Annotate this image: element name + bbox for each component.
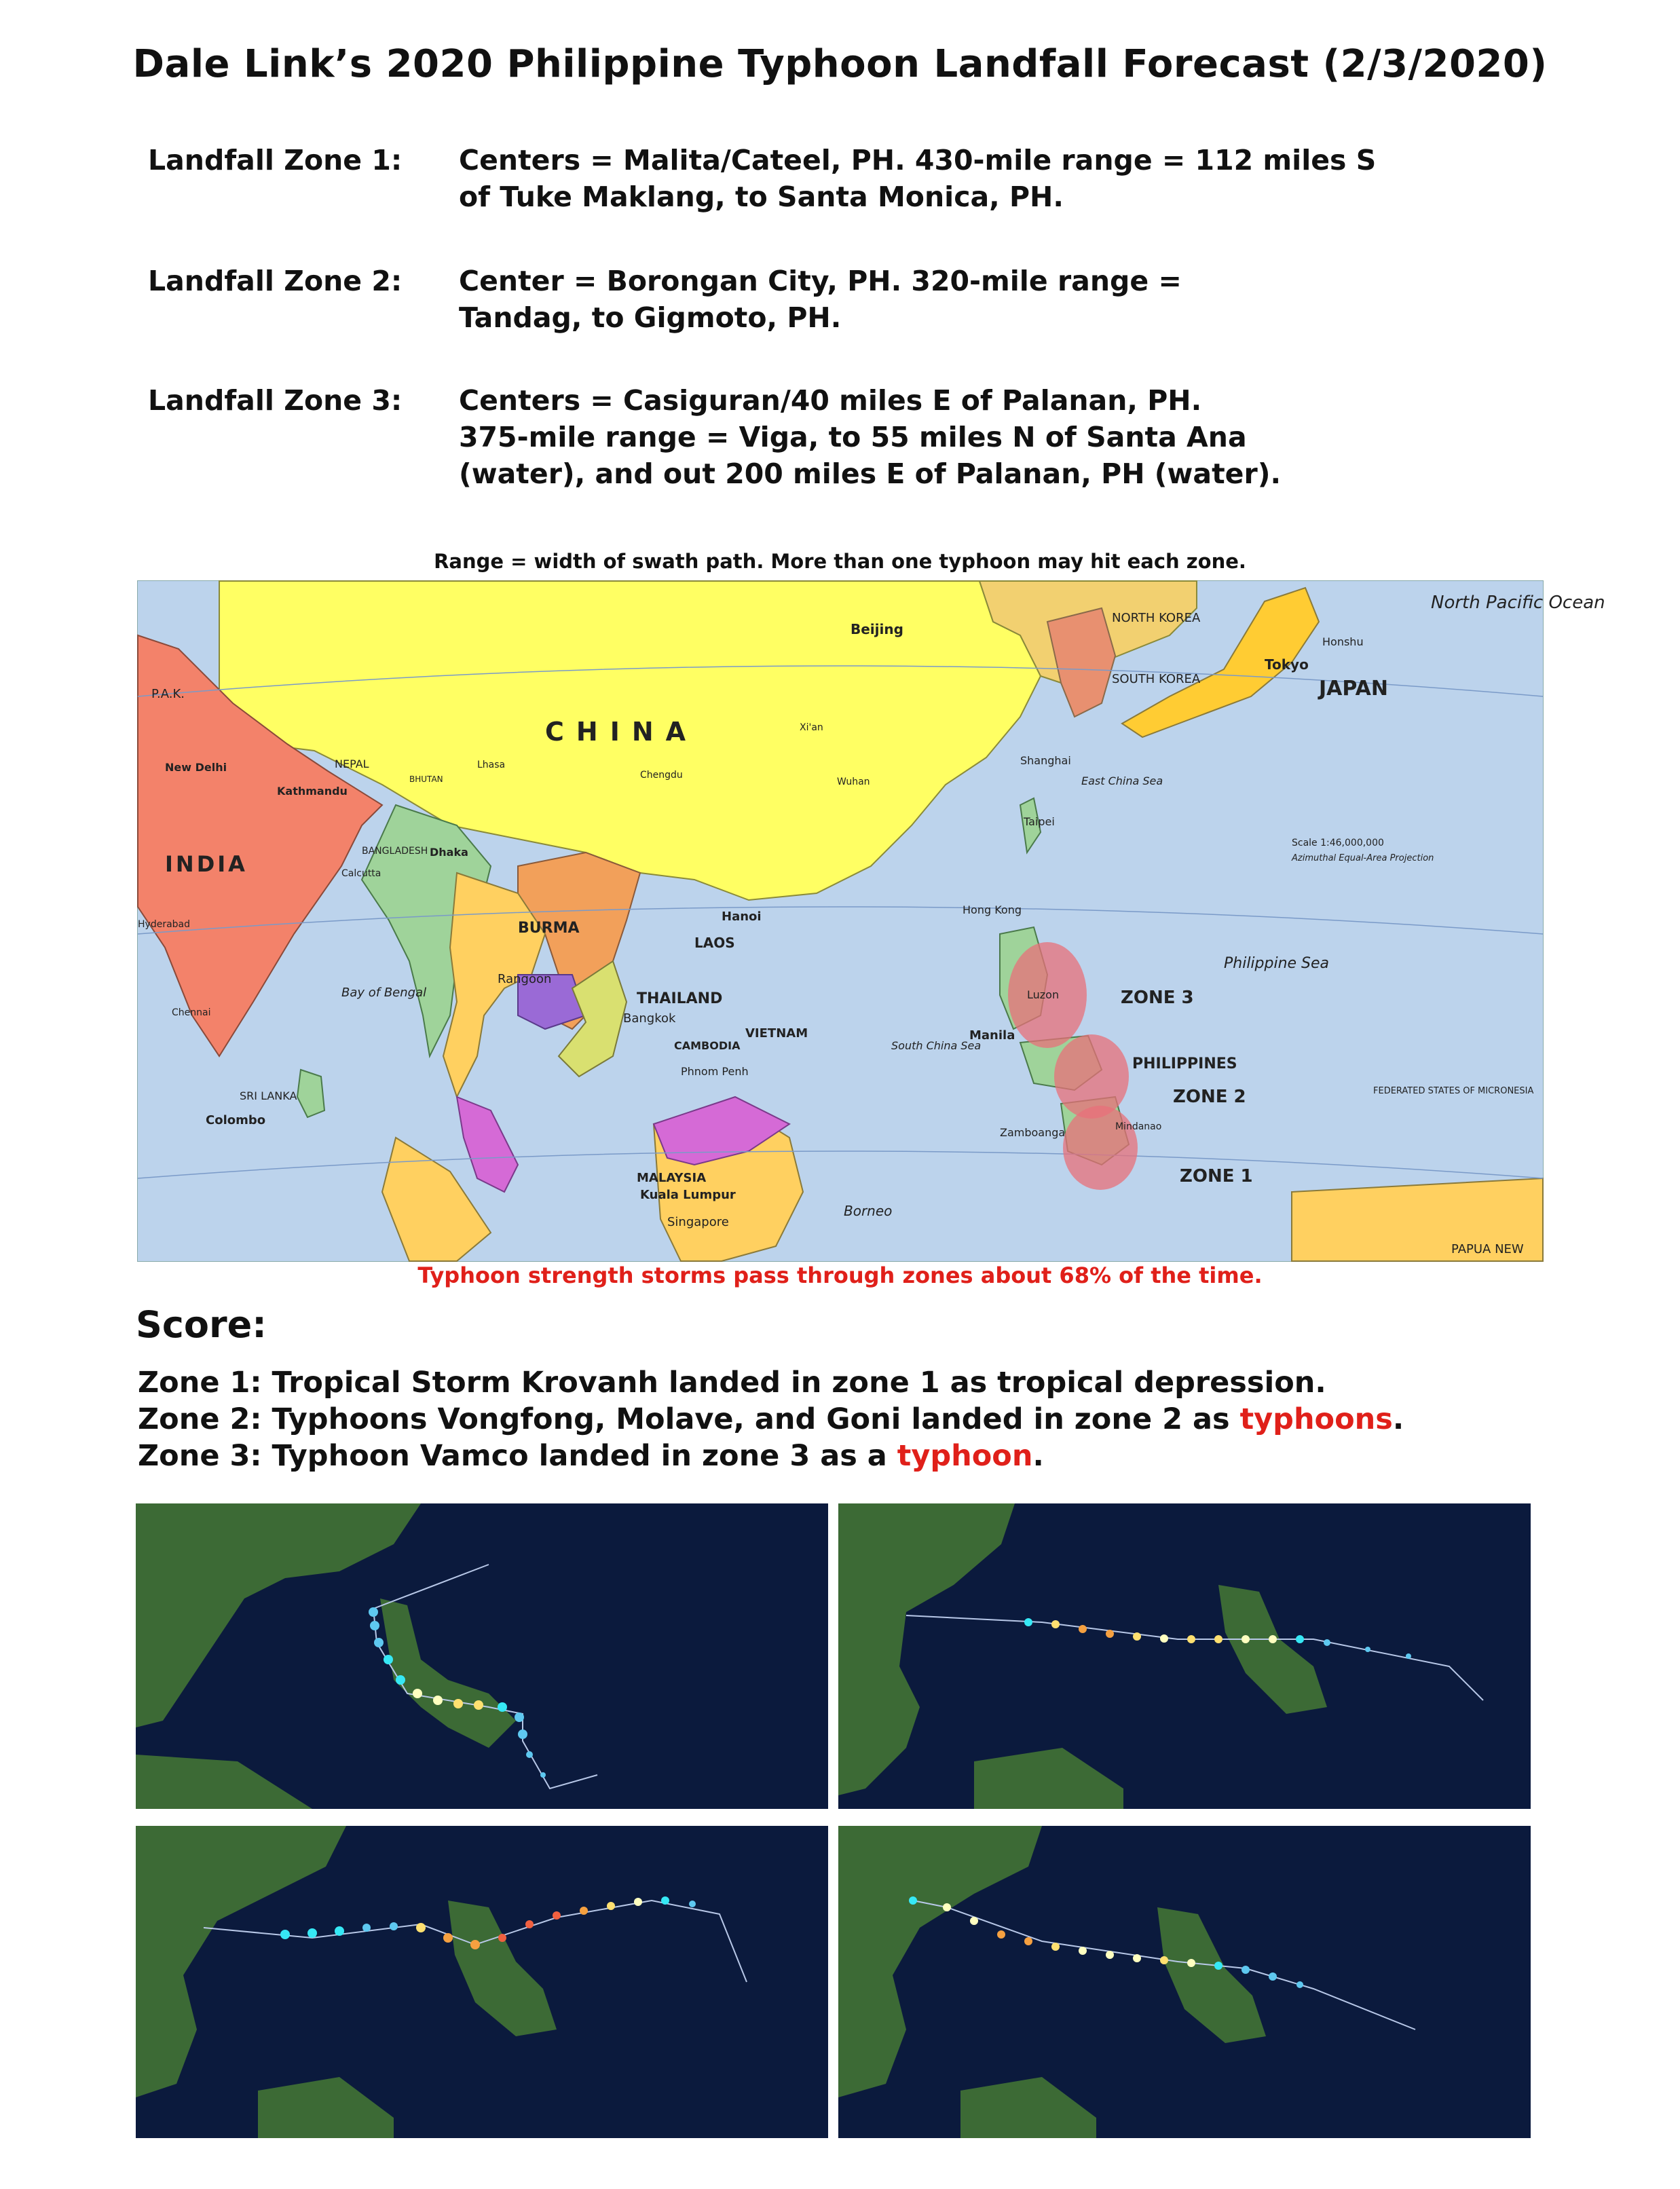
label-beijing: Beijing	[851, 621, 903, 637]
score-line-zone-1	[138, 1366, 1326, 1400]
label-singapore: Singapore	[667, 1215, 729, 1229]
storm-track-points	[909, 1896, 1303, 1988]
island-mass	[258, 2077, 394, 2138]
label-kathmandu: Kathmandu	[277, 785, 348, 798]
island-mass	[974, 1748, 1123, 1809]
label-hyderabad: Hyderabad	[138, 919, 190, 930]
track-map-vamco	[838, 1826, 1531, 2138]
label-kuala-lumpur: Kuala Lumpur	[640, 1188, 736, 1202]
label-chennai: Chennai	[172, 1007, 211, 1018]
track-map-molave	[136, 1826, 828, 2138]
label-micronesia: FEDERATED STATES OF MICRONESIA	[1373, 1086, 1534, 1096]
korea-peninsula	[1047, 608, 1115, 717]
zone-1-ellipse	[1063, 1106, 1138, 1190]
label-wuhan: Wuhan	[837, 777, 870, 787]
label-shanghai: Shanghai	[1020, 754, 1071, 767]
track-map-krovanh	[136, 1503, 828, 1809]
label-laos: LAOS	[694, 935, 735, 951]
label-borneo: Borneo	[844, 1203, 893, 1219]
zone-1-line-1: Centers = Malita/Cateel, PH. 430-mile range = 112 miles S	[459, 144, 1377, 176]
score-line-zone-2	[138, 1402, 1404, 1436]
map-canvas	[138, 581, 1605, 1261]
land-mass	[136, 1826, 346, 2097]
label-nepal: NEPAL	[335, 757, 369, 770]
island-mass	[1157, 1907, 1266, 2043]
label-north-pacific: North Pacific Ocean	[1431, 593, 1605, 613]
label-tokyo: Tokyo	[1265, 656, 1309, 673]
score-line-2-highlight: typhoons	[1239, 1402, 1393, 1436]
zone-2-label: Landfall Zone 2:	[148, 265, 403, 297]
label-honshu: Honshu	[1322, 635, 1364, 648]
score-title: Score:	[136, 1303, 267, 1346]
label-new-delhi: New Delhi	[165, 761, 227, 774]
zone-3-label: Landfall Zone 3:	[148, 384, 403, 417]
zone-1-label: Landfall Zone 1:	[148, 144, 403, 176]
label-zone-2: ZONE 2	[1173, 1087, 1246, 1107]
score-line-2-text: Zone 2: Typhoons Vongfong, Molave, and Goni landed in zone 2 as	[138, 1402, 1240, 1436]
label-projection: Azimuthal Equal-Area Projection	[1292, 853, 1434, 863]
zone-2-line-1: Center = Borongan City, PH. 320-mile range =	[459, 265, 1182, 297]
label-japan: JAPAN	[1319, 677, 1388, 700]
asia-political-map	[137, 580, 1605, 1262]
label-vietnam: VIETNAM	[745, 1026, 808, 1041]
label-zamboanga: Zamboanga	[1000, 1126, 1066, 1139]
label-bay-of-bengal: Bay of Bengal	[341, 986, 427, 1000]
zone-3-line-3: (water), and out 200 miles E of Palanan, PH (water).	[459, 457, 1282, 490]
label-taipei: Taipei	[1024, 815, 1055, 828]
label-thailand: THAILAND	[637, 990, 723, 1007]
label-phnom-penh: Phnom Penh	[681, 1065, 749, 1078]
label-zone-1: ZONE 1	[1180, 1166, 1253, 1186]
frequency-note: Typhoon strength storms pass through zones about 68% of the time.	[417, 1262, 1263, 1288]
land-mass	[838, 1826, 1042, 2097]
score-line-1-text: Zone 1: Tropical Storm Krovanh landed in zone 1 as tropical depression.	[138, 1366, 1326, 1400]
range-note: Range = width of swath path. More than one typhoon may hit each zone.	[434, 550, 1246, 573]
label-philippine-sea: Philippine Sea	[1224, 955, 1330, 972]
label-dhaka: Dhaka	[430, 846, 468, 859]
label-south-china-sea: South China Sea	[891, 1039, 982, 1052]
label-rangoon: Rangoon	[498, 972, 552, 986]
label-malaysia: MALAYSIA	[637, 1171, 707, 1185]
label-south-korea: SOUTH KOREA	[1112, 672, 1201, 686]
score-line-3-highlight: typhoon	[897, 1439, 1033, 1473]
island-mass	[136, 1755, 312, 1809]
label-cambodia: CAMBODIA	[674, 1039, 741, 1052]
storm-track-points	[1024, 1618, 1411, 1659]
label-india: INDIA	[165, 851, 248, 877]
label-hanoi: Hanoi	[722, 910, 762, 924]
label-china: CHINA	[545, 717, 698, 747]
sri-lanka	[297, 1070, 324, 1117]
track-panel-1-svg	[136, 1503, 828, 1809]
label-luzon: Luzon	[1027, 988, 1060, 1001]
island-mass	[380, 1598, 516, 1748]
label-bangladesh: BANGLADESH	[362, 846, 428, 857]
track-panel-3-svg	[136, 1826, 828, 2138]
label-calcutta: Calcutta	[341, 868, 381, 879]
label-east-china-sea: East China Sea	[1081, 774, 1163, 787]
score-line-3-suffix: .	[1032, 1439, 1044, 1473]
label-colombo: Colombo	[206, 1113, 266, 1127]
label-mindanao: Mindanao	[1115, 1121, 1162, 1132]
label-hong-kong: Hong Kong	[963, 903, 1022, 916]
zone-3-line-2: 375-mile range = Viga, to 55 miles N of Santa Ana	[459, 421, 1247, 453]
label-pak: P.A.K.	[151, 687, 185, 701]
label-papua-new: PAPUA NEW	[1451, 1242, 1524, 1256]
label-manila: Manila	[969, 1028, 1015, 1043]
zone-2-line-2: Tandag, to Gigmoto, PH.	[459, 301, 842, 334]
zone-2-ellipse	[1054, 1034, 1129, 1119]
score-line-2-suffix: .	[1392, 1402, 1404, 1436]
label-burma: BURMA	[518, 920, 580, 937]
score-line-3-text: Zone 3: Typhoon Vamco landed in zone 3 as a	[138, 1439, 897, 1473]
label-north-korea: NORTH KOREA	[1112, 611, 1201, 625]
island-mass	[448, 1901, 557, 2036]
page-title: Dale Link’s 2020 Philippine Typhoon Landfall Forecast (2/3/2020)	[132, 42, 1548, 86]
label-chengdu: Chengdu	[640, 770, 683, 781]
malaysia-peninsula	[457, 1097, 518, 1192]
land-mass	[838, 1503, 1015, 1795]
label-xian: Xi'an	[800, 722, 823, 733]
label-philippines: PHILIPPINES	[1132, 1055, 1237, 1072]
label-zone-3: ZONE 3	[1121, 988, 1194, 1008]
score-line-zone-3	[138, 1439, 1044, 1473]
track-map-vongfong	[838, 1503, 1531, 1809]
land-mass	[136, 1503, 421, 1727]
label-scale: Scale 1:46,000,000	[1292, 838, 1384, 848]
island-mass	[1218, 1585, 1327, 1714]
label-bhutan: BHUTAN	[409, 774, 443, 784]
track-panel-2-svg	[838, 1503, 1531, 1809]
label-sri-lanka: SRI LANKA	[240, 1089, 297, 1102]
zone-3-line-1: Centers = Casiguran/40 miles E of Palanan, PH.	[459, 384, 1202, 417]
island-mass	[960, 2077, 1096, 2138]
label-lhasa: Lhasa	[477, 760, 506, 770]
label-bangkok: Bangkok	[623, 1011, 676, 1026]
track-panel-4-svg	[838, 1826, 1531, 2138]
storm-track-line	[906, 1615, 1483, 1700]
zone-1-line-2: of Tuke Maklang, to Santa Monica, PH.	[459, 181, 1064, 213]
